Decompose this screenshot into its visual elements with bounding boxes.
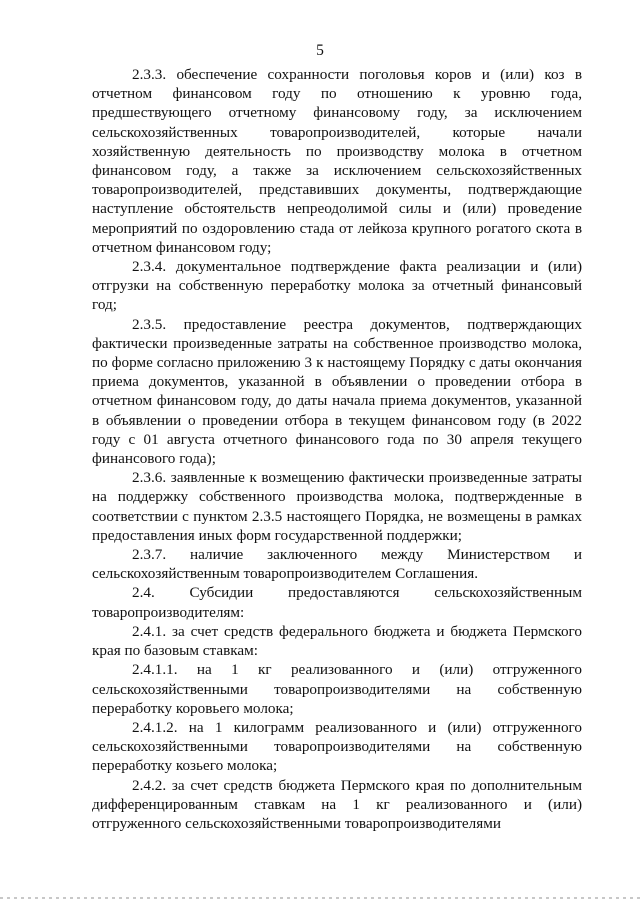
paragraph-2-3-4: 2.3.4. документальное подтверждение факта реализации и (или) отгрузки на собственную переработку молока за отчетный финансовый год; [92,258,582,314]
paragraph-2-4-1-2: 2.4.1.2. на 1 килограмм реализованного и (или) отгруженного сельскохозяйственными товаропроизводителями на собственную переработку козьего молока; [92,718,582,775]
paragraph-2-4-1: 2.4.1. за счет средств федерального бюджета и бюджета Пермского края по базовым ставкам: [92,622,582,660]
scan-edge-artifact [0,897,640,899]
paragraph-2-4-1-1: 2.4.1.1. на 1 кг реализованного и (или) отгруженного сельскохозяйственными товаропроизводителями на собственную переработку коровьего молока; [92,661,582,717]
page-number: 5 [316,42,324,59]
document-body [92,65,582,833]
paragraph-2-3-5: 2.3.5. предоставление реестра документов, подтверждающих фактически произведенные затраты на собственное производство молока, по форме согласно приложению 3 к настоящему Порядку с даты окончания приема документов, указанной в объявлении о проведении отбора в отчетном финансовом году, до даты начала приема документов, указанной в объявлении о проведении отбора в текущем финансовом году (в 2022 году с 01 августа отчетного финансового года по 30 апреля текущего финансового года); [92,315,582,468]
paragraph-2-3-3: 2.3.3. обеспечение сохранности поголовья коров и (или) коз в отчетном финансовом году по отношению к уровню года, предшествующего отчетному финансовому году, за исключением сельскохозяйственных товаропроизводителей, которые начали хозяйственную деятельность по производству молока в отчетном финансовом году, а также за исключением сельскохозяйственных товаропроизводителей, представивших документы, подтверждающие наступление обстоятельств непреодолимой силы и (или) проведение мероприятий по оздоровлению стада от лейкоза крупного рогатого скота в отчетном финансовом году; [92,66,582,256]
paragraph-2-3-7: 2.3.7. наличие заключенного между Министерством и сельскохозяйственным товаропроизводителем Соглашения. [92,546,582,583]
paragraph-2-4: 2.4. Субсидии предоставляются сельскохозяйственным товаропроизводителям: [92,584,582,621]
paragraph-2-4-2: 2.4.2. за счет средств бюджета Пермского края по дополнительным дифференцированным ставкам на 1 кг реализованного и (или) отгруженного сельскохозяйственными товаропроизводителями [92,776,582,832]
paragraph-2-3-6: 2.3.6. заявленные к возмещению фактически произведенные затраты на поддержку собственного производства молока, подтвержденные в соответствии с пунктом 2.3.5 настоящего Порядка, не возмещены в рамках предоставления иных форм государственной поддержки; [92,469,582,544]
